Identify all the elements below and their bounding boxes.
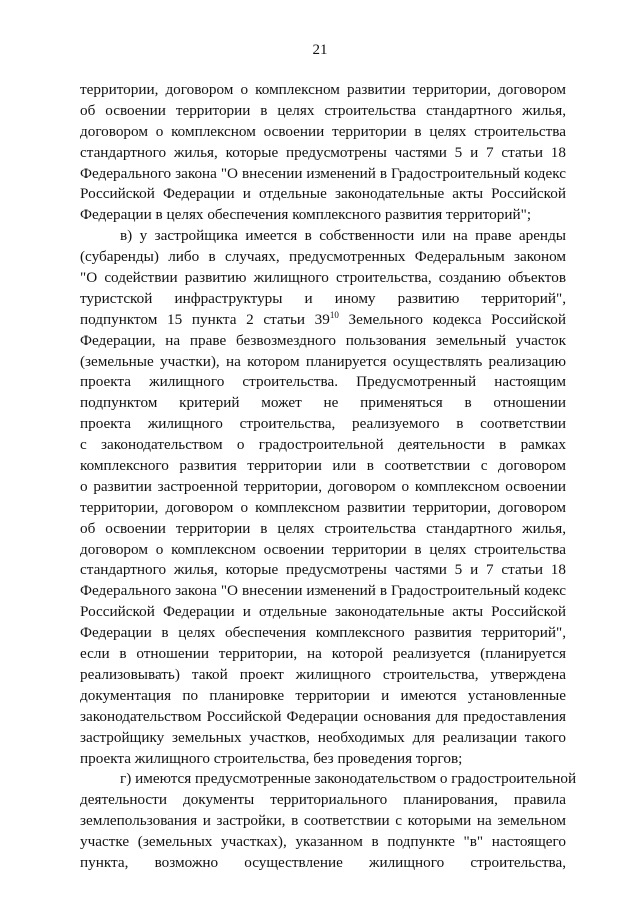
text-line-content: договором о комплексном освоении территории в целях строительства: [80, 540, 566, 558]
text-line-content: землепользования и застройки, в соответствии с которыми на земельном: [80, 812, 566, 830]
text-line: [80, 122, 566, 143]
text-line-content: Федерации в целях обеспечения комплексного развития территорий",: [80, 624, 566, 642]
text-line-content: пункта, возможно осуществление жилищного строительства,: [80, 853, 566, 871]
text-line: [80, 164, 566, 185]
text-line: [80, 790, 566, 811]
text-line: [80, 143, 566, 164]
text-line: [80, 581, 566, 602]
text-line-content: если в отношении территории, на которой реализуется (планируется: [80, 645, 566, 663]
text-line-content: (земельные участки), на котором планируется осуществлять реализацию: [80, 352, 566, 370]
text-line-content: подпунктом 15 пункта 2 статьи 39: [80, 310, 330, 328]
text-line: [80, 498, 566, 519]
text-line-content: Федерального закона "О внесении изменений в Градостроительный кодекс: [80, 582, 566, 600]
text-line: [80, 268, 566, 289]
text-line: [80, 832, 566, 853]
text-line-content: Федерального закона "О внесении изменений в Градостроительный кодекс: [80, 164, 566, 182]
text-line-tail: Земельного кодекса Российской: [338, 310, 566, 328]
text-line-content: участке (земельных участках), указанном в подпункте "в" настоящего: [80, 833, 566, 851]
text-line: [80, 101, 566, 122]
text-line-content: законодательством Российской Федерации основания для предоставления: [80, 707, 566, 725]
text-line: [80, 602, 566, 623]
text-line: [80, 372, 566, 393]
text-line-content: (субаренды) либо в случаях, предусмотренных Федеральным законом: [80, 248, 566, 266]
text-line-content: деятельности документы территориального планирования, правила: [80, 791, 566, 809]
text-line: [80, 811, 566, 832]
text-line-content: Российской Федерации и отдельные законодательные акты Российской: [80, 603, 566, 621]
text-line: [80, 289, 566, 310]
text-line: [80, 331, 566, 352]
text-line: [80, 226, 566, 247]
text-line: [80, 247, 566, 268]
text-line: [80, 414, 566, 435]
text-line: [80, 540, 566, 561]
text-line-content: об освоении территории в целях строительства стандартного жилья,: [80, 101, 566, 119]
text-line-content: договором о комплексном освоении территории в целях строительства: [80, 122, 566, 140]
text-line: [80, 665, 566, 686]
text-line: [80, 728, 566, 749]
text-line: [80, 853, 566, 874]
text-line: [80, 477, 566, 498]
text-line-content: Российской Федерации и отдельные законодательные акты Российской: [80, 185, 566, 203]
text-line-content: г) имеются предусмотренные законодательством о градостроительной: [120, 770, 577, 788]
text-line-content: о развитии застроенной территории, договором о комплексном освоении: [80, 477, 566, 495]
text-line: [80, 623, 566, 644]
text-line: [80, 707, 566, 728]
text-line: [80, 456, 566, 477]
text-line: [80, 686, 566, 707]
text-line: [80, 352, 566, 373]
text-line: [80, 184, 566, 205]
body-text: [80, 80, 577, 874]
text-line-content: реализовывать) такой проект жилищного строительства, утверждена: [80, 665, 566, 683]
text-line-content: проекта жилищного строительства, реализуемого в соответствии: [80, 415, 566, 433]
text-line-content: туристской инфраструктуры и иному развитию территорий",: [80, 289, 566, 307]
text-line-content: проекта жилищного строительства. Предусмотренный настоящим: [80, 373, 566, 391]
text-line-content: застройщику земельных участков, необходимых для реализации такого: [80, 728, 566, 746]
text-line: [80, 393, 566, 414]
page-number: 21: [312, 42, 328, 58]
text-line-content: с законодательством о градостроительной деятельности в рамках: [80, 436, 566, 454]
text-line-content: территории, договором о комплексном развитии территории, договором: [80, 81, 566, 98]
text-line-content: документация по планировке территории и имеются установленные: [80, 686, 566, 704]
text-line-content: Федерации в целях обеспечения комплексного развития территорий";: [80, 206, 532, 224]
text-line-content: комплексного развития территории или в соответствии с договором: [80, 457, 566, 475]
text-line-content: в) у застройщика имеется в собственности или на праве аренды: [120, 227, 566, 245]
text-line: [80, 519, 566, 540]
text-line: [80, 560, 566, 581]
text-line: [80, 80, 566, 101]
text-line: [80, 769, 577, 790]
text-line-content: территории, договором о комплексном развитии территории, договором: [80, 498, 566, 516]
text-line: [80, 644, 566, 665]
text-line: [80, 310, 566, 331]
text-line: [80, 749, 566, 770]
text-line-content: Федерации, на праве безвозмездного пользования земельный участок: [80, 331, 566, 349]
text-line-content: проекта жилищного строительства, без проведения торгов;: [80, 749, 463, 767]
text-line-content: "О содействии развитию жилищного строительства, созданию объектов: [80, 269, 566, 287]
text-line-content: подпунктом критерий может не применяться в отношении: [80, 394, 566, 412]
text-line-content: стандартного жилья, которые предусмотрены частями 5 и 7 статьи 18: [80, 561, 566, 579]
text-line-content: об освоении территории в целях строительства стандартного жилья,: [80, 519, 566, 537]
superscript: 10: [329, 309, 339, 320]
text-line: [80, 435, 566, 456]
text-line: [80, 205, 566, 226]
text-line-content: стандартного жилья, которые предусмотрены частями 5 и 7 статьи 18: [80, 143, 566, 161]
